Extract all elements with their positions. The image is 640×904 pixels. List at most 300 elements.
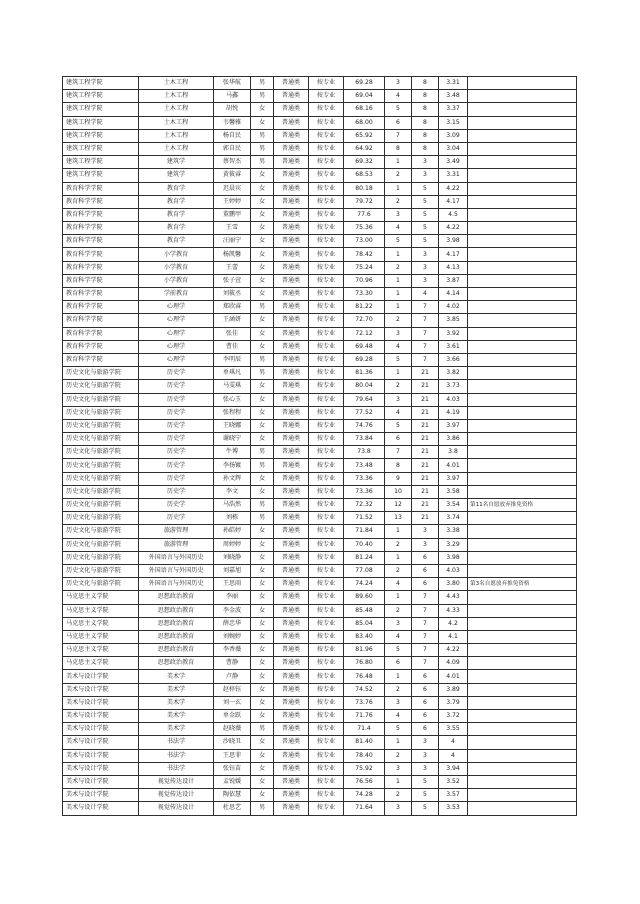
quota-cell: 8 [412,129,439,142]
category-cell: 普通类 [274,762,309,775]
remark-cell [468,789,577,802]
college-cell: 教育科学学院 [63,222,139,235]
quota-cell: 7 [412,630,439,643]
table-row [63,327,577,340]
remark-cell [468,749,577,762]
remark-cell [468,353,577,366]
student-name-cell: 周婷婷 [214,538,251,551]
major-cell: 教育学 [139,222,214,235]
category-cell: 普通类 [274,103,309,116]
category-cell: 普通类 [274,419,309,432]
college-cell: 美术与设计学院 [63,802,139,815]
quota-cell: 6 [412,551,439,564]
scope-cell: 按专业 [309,103,344,116]
gender-cell: 女 [251,393,274,406]
score-cell: 79.72 [344,195,385,208]
student-name-cell: 张钰苗 [214,762,251,775]
college-cell: 历史文化与旅游学院 [63,551,139,564]
rank-cell: 2 [385,261,412,274]
student-name-cell: 马鑫 [214,90,251,103]
rank-cell: 4 [385,710,412,723]
category-cell: 普通类 [274,222,309,235]
remark-cell [468,683,577,696]
major-cell: 美术学 [139,696,214,709]
gpa-cell: 3.29 [439,538,468,551]
scope-cell: 按专业 [309,644,344,657]
quota-cell: 21 [412,472,439,485]
table-row [63,723,577,736]
scope-cell: 按专业 [309,472,344,485]
gpa-cell: 3.73 [439,380,468,393]
gender-cell: 女 [251,169,274,182]
score-cell: 70.40 [344,538,385,551]
quota-cell: 6 [412,710,439,723]
remark-cell [468,274,577,287]
quota-cell: 5 [412,195,439,208]
college-cell: 教育科学学院 [63,314,139,327]
category-cell: 普通类 [274,564,309,577]
table-row [63,617,577,630]
scope-cell: 按专业 [309,630,344,643]
rank-cell: 2 [385,789,412,802]
college-cell: 美术与设计学院 [63,710,139,723]
college-cell: 马克思主义学院 [63,604,139,617]
quota-cell: 5 [412,775,439,788]
college-cell: 美术与设计学院 [63,749,139,762]
gpa-cell: 4.01 [439,459,468,472]
remark-cell [468,525,577,538]
student-name-cell: 王婷婷 [214,195,251,208]
quota-cell: 21 [412,419,439,432]
score-cell: 85.04 [344,617,385,630]
student-name-cell: 汪丽宁 [214,235,251,248]
quota-cell: 7 [412,340,439,353]
gpa-cell: 3.89 [439,683,468,696]
scope-cell: 按专业 [309,723,344,736]
major-cell: 历史学 [139,433,214,446]
student-name-cell: 刘嘉旭 [214,564,251,577]
rank-cell: 6 [385,657,412,670]
college-cell: 教育科学学院 [63,340,139,353]
remark-cell [468,103,577,116]
scope-cell: 按专业 [309,657,344,670]
gpa-cell: 3.58 [439,485,468,498]
remark-cell [468,419,577,432]
gender-cell: 男 [251,142,274,155]
table-row [63,551,577,564]
college-cell: 教育科学学院 [63,353,139,366]
gender-cell: 女 [251,736,274,749]
college-cell: 教育科学学院 [63,327,139,340]
table-row [63,288,577,301]
college-cell: 历史文化与旅游学院 [63,499,139,512]
rank-cell: 3 [385,208,412,221]
gender-cell: 女 [251,472,274,485]
student-name-cell: 赵梓钰 [214,683,251,696]
gender-cell: 女 [251,288,274,301]
student-name-cell: 李丽 [214,591,251,604]
gpa-cell: 3.55 [439,723,468,736]
major-cell: 心理学 [139,327,214,340]
scope-cell: 按专业 [309,77,344,90]
quota-cell: 7 [412,644,439,657]
scope-cell: 按专业 [309,499,344,512]
student-name-cell: 杨凯馨 [214,248,251,261]
gpa-cell: 3.52 [439,775,468,788]
quota-cell: 5 [412,208,439,221]
rank-cell: 4 [385,340,412,353]
score-cell: 76.56 [344,775,385,788]
gender-cell: 女 [251,670,274,683]
score-cell: 70.96 [344,274,385,287]
gender-cell: 女 [251,103,274,116]
table-row [63,129,577,142]
student-name-cell: 王雪 [214,222,251,235]
student-name-cell: 马雯琪 [214,380,251,393]
college-cell: 建筑工程学院 [63,90,139,103]
gender-cell: 男 [251,301,274,314]
rank-cell: 3 [385,617,412,630]
quota-cell: 5 [412,802,439,815]
table-row [63,630,577,643]
major-cell: 历史学 [139,446,214,459]
score-cell: 74.52 [344,683,385,696]
score-cell: 74.24 [344,578,385,591]
category-cell: 普通类 [274,169,309,182]
scope-cell: 按专业 [309,340,344,353]
major-cell: 视觉传达设计 [139,789,214,802]
gender-cell: 女 [251,525,274,538]
remark-cell [468,248,577,261]
student-name-cell: 张心玉 [214,393,251,406]
gender-cell: 女 [251,274,274,287]
score-cell: 71.84 [344,525,385,538]
quota-cell: 5 [412,789,439,802]
rank-cell: 1 [385,551,412,564]
student-name-cell: 李扬镀 [214,459,251,472]
gender-cell: 女 [251,340,274,353]
major-cell: 土木工程 [139,142,214,155]
college-cell: 历史文化与旅游学院 [63,485,139,498]
major-cell: 思想政治教育 [139,604,214,617]
quota-cell: 3 [412,156,439,169]
gender-cell: 女 [251,591,274,604]
rank-cell: 1 [385,288,412,301]
remark-cell [468,472,577,485]
remark-cell [468,327,577,340]
student-name-cell: 孟锐媛 [214,775,251,788]
score-cell: 69.48 [344,340,385,353]
scope-cell: 按专业 [309,261,344,274]
major-cell: 教育学 [139,235,214,248]
quota-cell: 7 [412,327,439,340]
category-cell: 普通类 [274,683,309,696]
category-cell: 普通类 [274,525,309,538]
gpa-cell: 3.87 [439,274,468,287]
scope-cell: 按专业 [309,116,344,129]
major-cell: 旅游管理 [139,525,214,538]
major-cell: 历史学 [139,419,214,432]
student-name-cell: 赵晓薇 [214,723,251,736]
college-cell: 建筑工程学院 [63,129,139,142]
gpa-cell: 3.53 [439,802,468,815]
rank-cell: 4 [385,630,412,643]
table-row [63,696,577,709]
rank-cell: 5 [385,235,412,248]
gpa-cell: 3.74 [439,512,468,525]
gpa-cell: 4.19 [439,406,468,419]
major-cell: 书法学 [139,736,214,749]
remark-cell: 第11名自愿放弃推免资格 [468,499,577,512]
scope-cell: 按专业 [309,775,344,788]
table-row [63,406,577,419]
table-row [63,116,577,129]
category-cell: 普通类 [274,499,309,512]
remark-cell [468,617,577,630]
category-cell: 普通类 [274,182,309,195]
score-cell: 81.40 [344,736,385,749]
table-row [63,274,577,287]
college-cell: 美术与设计学院 [63,670,139,683]
college-cell: 历史文化与旅游学院 [63,459,139,472]
remark-cell [468,340,577,353]
rank-cell: 1 [385,156,412,169]
quota-cell: 21 [412,499,439,512]
student-name-cell: 郑欣睿 [214,301,251,314]
college-cell: 建筑工程学院 [63,142,139,155]
scope-cell: 按专业 [309,670,344,683]
category-cell: 普通类 [274,406,309,419]
score-cell: 80.04 [344,380,385,393]
college-cell: 历史文化与旅游学院 [63,512,139,525]
category-cell: 普通类 [274,775,309,788]
major-cell: 土木工程 [139,129,214,142]
remark-cell [468,142,577,155]
remark-cell [468,301,577,314]
score-cell: 69.04 [344,90,385,103]
gpa-cell: 3.49 [439,156,468,169]
student-name-cell: 董鹏甲 [214,208,251,221]
category-cell: 普通类 [274,393,309,406]
gpa-cell: 4.14 [439,288,468,301]
category-cell: 普通类 [274,314,309,327]
college-cell: 建筑工程学院 [63,156,139,169]
gender-cell: 女 [251,314,274,327]
major-cell: 历史学 [139,512,214,525]
rank-cell: 2 [385,604,412,617]
rank-cell: 6 [385,433,412,446]
quota-cell: 21 [412,512,439,525]
remark-cell [468,208,577,221]
quota-cell: 21 [412,485,439,498]
remark-cell [468,657,577,670]
category-cell: 普通类 [274,327,309,340]
quota-cell: 8 [412,77,439,90]
gpa-cell: 3.61 [439,340,468,353]
score-cell: 89.60 [344,591,385,604]
remark-cell [468,802,577,815]
college-cell: 历史文化与旅游学院 [63,446,139,459]
major-cell: 学前教育 [139,288,214,301]
rank-cell: 2 [385,683,412,696]
category-cell: 普通类 [274,657,309,670]
category-cell: 普通类 [274,512,309,525]
scope-cell: 按专业 [309,538,344,551]
gender-cell: 女 [251,419,274,432]
score-cell: 68.16 [344,103,385,116]
scope-cell: 按专业 [309,195,344,208]
gpa-cell: 4.1 [439,630,468,643]
student-name-cell: 王思菲 [214,749,251,762]
gender-cell: 女 [251,710,274,723]
gpa-cell: 4.2 [439,617,468,630]
category-cell: 普通类 [274,353,309,366]
major-cell: 历史学 [139,406,214,419]
remark-cell [468,485,577,498]
gpa-cell: 4.33 [439,604,468,617]
college-cell: 马克思主义学院 [63,630,139,643]
gpa-cell: 3.31 [439,169,468,182]
score-cell: 72.70 [344,314,385,327]
major-cell: 旅游管理 [139,538,214,551]
score-cell: 80.18 [344,182,385,195]
quota-cell: 3 [412,248,439,261]
remark-cell [468,762,577,775]
score-cell: 74.76 [344,419,385,432]
category-cell: 普通类 [274,710,309,723]
gender-cell: 女 [251,538,274,551]
category-cell: 普通类 [274,551,309,564]
category-cell: 普通类 [274,77,309,90]
category-cell: 普通类 [274,485,309,498]
rank-cell: 13 [385,512,412,525]
rank-cell: 3 [385,393,412,406]
score-cell: 73.48 [344,459,385,472]
score-cell: 72.12 [344,327,385,340]
remark-cell [468,367,577,380]
scope-cell: 按专业 [309,564,344,577]
major-cell: 心理学 [139,340,214,353]
rank-cell: 1 [385,301,412,314]
quota-cell: 21 [412,367,439,380]
gpa-cell: 3.86 [439,433,468,446]
college-cell: 建筑工程学院 [63,169,139,182]
gpa-cell: 3.98 [439,235,468,248]
rank-cell: 5 [385,723,412,736]
major-cell: 思想政治教育 [139,591,214,604]
score-cell: 69.28 [344,77,385,90]
gender-cell: 女 [251,195,274,208]
college-cell: 美术与设计学院 [63,789,139,802]
scope-cell: 按专业 [309,512,344,525]
gender-cell: 女 [251,775,274,788]
rank-cell: 2 [385,380,412,393]
table-row [63,353,577,366]
category-cell: 普通类 [274,90,309,103]
student-name-cell: 刘筱丞 [214,288,251,301]
college-cell: 马克思主义学院 [63,591,139,604]
table-row [63,459,577,472]
table-row [63,340,577,353]
category-cell: 普通类 [274,617,309,630]
gpa-cell: 3.09 [439,129,468,142]
table-row [63,789,577,802]
major-cell: 书法学 [139,749,214,762]
quota-cell: 7 [412,353,439,366]
major-cell: 心理学 [139,353,214,366]
remark-cell [468,670,577,683]
major-cell: 历史学 [139,380,214,393]
score-cell: 78.40 [344,749,385,762]
table-row [63,802,577,815]
student-name-cell: 薛忠华 [214,617,251,630]
score-cell: 69.32 [344,156,385,169]
student-name-cell: 杨自民 [214,129,251,142]
remark-cell [468,630,577,643]
remark-cell [468,644,577,657]
gender-cell: 女 [251,327,274,340]
rank-cell: 2 [385,169,412,182]
college-cell: 马克思主义学院 [63,617,139,630]
student-name-cell: 沙晓丑 [214,736,251,749]
student-name-cell: 单金跃 [214,710,251,723]
score-cell: 69.28 [344,353,385,366]
scope-cell: 按专业 [309,248,344,261]
category-cell: 普通类 [274,367,309,380]
scope-cell: 按专业 [309,327,344,340]
rank-cell: 6 [385,116,412,129]
student-name-cell: 刘栋 [214,512,251,525]
score-cell: 71.76 [344,710,385,723]
table-row [63,235,577,248]
table-row [63,472,577,485]
gender-cell: 男 [251,156,274,169]
remark-cell [468,564,577,577]
gender-cell: 女 [251,696,274,709]
student-name-cell: 郭自民 [214,142,251,155]
gpa-cell: 3.48 [439,90,468,103]
scope-cell: 按专业 [309,367,344,380]
gpa-cell: 4.02 [439,301,468,314]
table-row [63,591,577,604]
student-name-cell: 黄筱睿 [214,169,251,182]
quota-cell: 6 [412,696,439,709]
rank-cell: 1 [385,182,412,195]
recommendation-table [62,76,577,816]
score-cell: 73.36 [344,472,385,485]
scope-cell: 按专业 [309,696,344,709]
scope-cell: 按专业 [309,789,344,802]
major-cell: 历史学 [139,393,214,406]
table-row [63,710,577,723]
remark-cell [468,222,577,235]
rank-cell: 3 [385,327,412,340]
score-cell: 81.96 [344,644,385,657]
student-name-cell: 孙皓婷 [214,525,251,538]
gpa-cell: 3.54 [439,499,468,512]
table-row [63,261,577,274]
table-row [63,77,577,90]
scope-cell: 按专业 [309,301,344,314]
gpa-cell: 4.17 [439,195,468,208]
rank-cell: 2 [385,564,412,577]
rank-cell: 1 [385,736,412,749]
quota-cell: 21 [412,393,439,406]
student-name-cell: 李金波 [214,604,251,617]
gender-cell: 女 [251,749,274,762]
quota-cell: 3 [412,749,439,762]
scope-cell: 按专业 [309,446,344,459]
